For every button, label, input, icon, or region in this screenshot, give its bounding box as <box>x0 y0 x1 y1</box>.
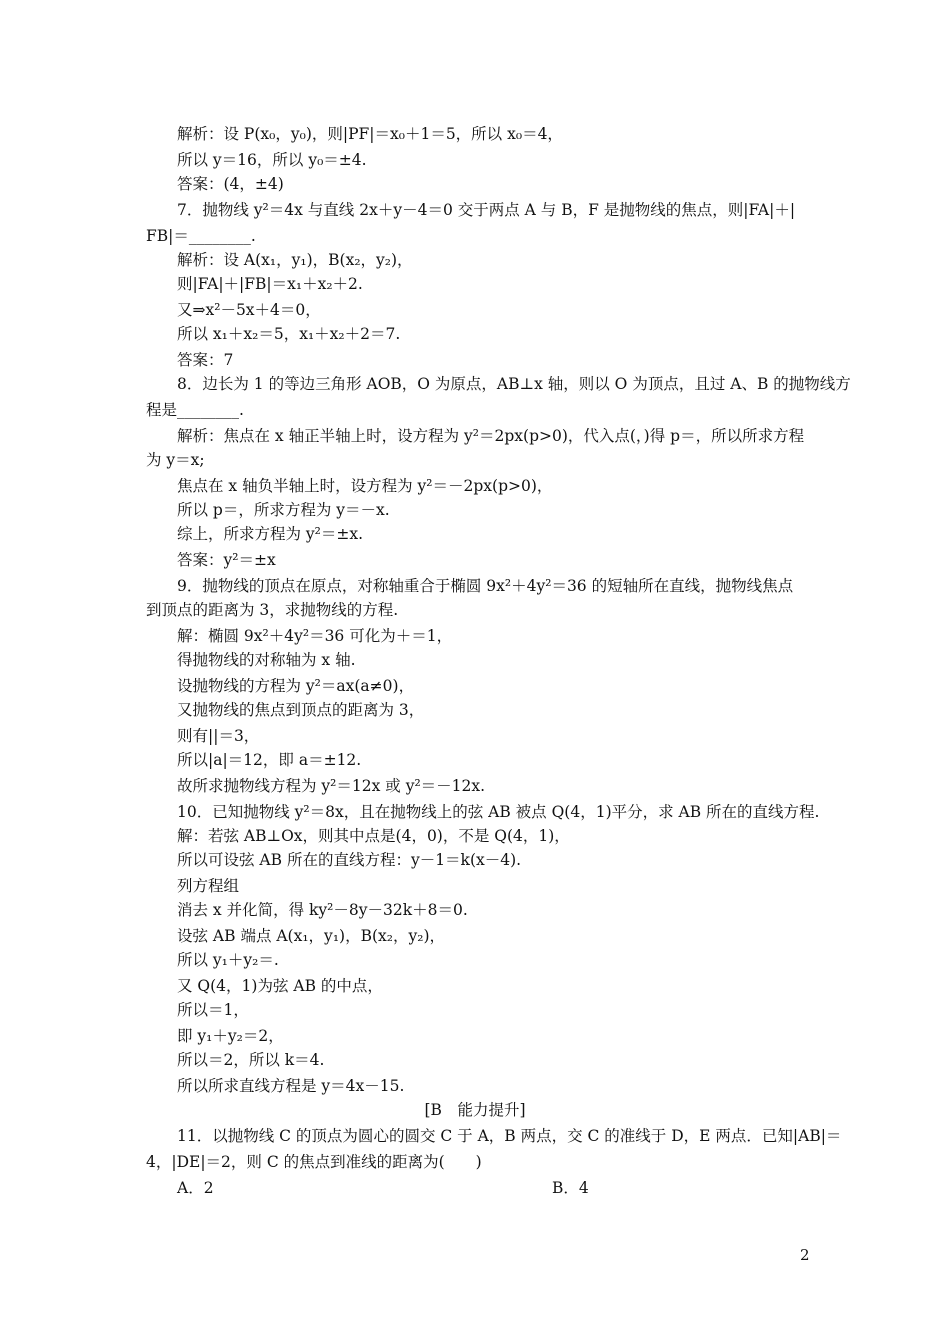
question-11-line-1: 11．以抛物线 C 的顶点为圆心的圆交 C 于 A，B 两点，交 C 的准线于 D，E 两点．已知|AB|＝ <box>177 1127 842 1145</box>
text-line: 又⇒x²－5x＋4＝0， <box>177 301 321 319</box>
text-line: 得抛物线的对称轴为 x 轴. <box>177 651 356 669</box>
text-line: 所以 x₁＋x₂＝5，x₁＋x₂＋2＝7. <box>177 325 401 343</box>
text-line: 故所求抛物线方程为 y²＝12x 或 y²＝－12x. <box>177 777 486 795</box>
text-line: 所以 p＝，所求方程为 y＝－x. <box>177 501 390 519</box>
text-line: 10．已知抛物线 y²＝8x，且在抛物线上的弦 AB 被点 Q(4，1)平分，求 AB 所在的直线方程. <box>177 803 820 821</box>
option-b: B．4 <box>552 1179 589 1197</box>
section-title: [B 能力提升] <box>424 1101 526 1119</box>
text-line: 7．抛物线 y²＝4x 与直线 2x＋y－4＝0 交于两点 A 与 B，F 是抛物线的焦点，则|FA|＋| <box>177 201 796 219</box>
text-line: 设弦 AB 端点 A(x₁，y₁)，B(x₂，y₂)， <box>177 927 445 945</box>
text-line: 又抛物线的焦点到顶点的距离为 3， <box>177 701 425 719</box>
text-line: 则|FA|＋|FB|＝x₁＋x₂＋2. <box>177 275 363 293</box>
text-line: 则有||＝3， <box>177 727 260 745</box>
text-line: 列方程组 <box>177 877 240 895</box>
question-11-line-2: 4，|DE|＝2，则 C 的焦点到准线的距离为( ) <box>146 1153 482 1171</box>
text-line: 所以＝1， <box>177 1001 249 1019</box>
text-line: 解：若弦 AB⊥Ox，则其中点是(4，0)，不是 Q(4，1)， <box>177 827 570 845</box>
option-a: A．2 <box>177 1179 214 1197</box>
text-line: 解析：焦点在 x 轴正半轴上时，设方程为 y²＝2px(p>0)，代入点(，)得 p＝，所以所求方程 <box>177 427 805 445</box>
text-line: 到顶点的距离为 3，求抛物线的方程. <box>146 601 399 619</box>
text-line: 焦点在 x 轴负半轴上时，设方程为 y²＝－2px(p>0)， <box>177 477 553 495</box>
text-line: 解析：设 P(x₀，y₀)，则|PF|＝x₀＋1＝5，所以 x₀＝4， <box>177 125 563 143</box>
text-line: 设抛物线的方程为 y²＝ax(a≠0)， <box>177 677 415 695</box>
text-line: 所以所求直线方程是 y＝4x－15. <box>177 1077 405 1095</box>
text-line: 所以可设弦 AB 所在的直线方程：y－1＝k(x－4). <box>177 851 522 869</box>
text-line: 答案：7 <box>177 351 234 369</box>
text-line: 综上，所求方程为 y²＝±x. <box>177 525 364 543</box>
text-line: 即 y₁＋y₂＝2， <box>177 1027 284 1045</box>
text-line: 8．边长为 1 的等边三角形 AOB，O 为原点，AB⊥x 轴，则以 O 为顶点，且过 A、B 的抛物线方 <box>177 375 851 393</box>
text-line: 所以 y₁＋y₂＝. <box>177 951 279 969</box>
text-line: 所以 y＝16，所以 y₀＝±4. <box>177 151 367 169</box>
text-line: 为 y＝x; <box>146 451 205 469</box>
text-line: 解析：设 A(x₁，y₁)，B(x₂，y₂)， <box>177 251 413 269</box>
text-line: 所以＝2，所以 k＝4. <box>177 1051 325 1069</box>
text-line: 解：椭圆 9x²＋4y²＝36 可化为＋＝1， <box>177 627 453 645</box>
text-line: 又 Q(4，1)为弦 AB 的中点， <box>177 977 383 995</box>
text-line: 消去 x 并化简，得 ky²－8y－32k＋8＝0. <box>177 901 468 919</box>
page-number: 2 <box>800 1246 810 1264</box>
text-line: 9．抛物线的顶点在原点，对称轴重合于椭圆 9x²＋4y²＝36 的短轴所在直线，抛物线焦点 <box>177 577 794 595</box>
text-line: FB|＝________. <box>146 227 256 245</box>
text-line: 所以|a|＝12，即 a＝±12. <box>177 751 362 769</box>
text-line: 答案：(4，±4) <box>177 175 284 193</box>
text-line: 答案：y²＝±x <box>177 551 276 569</box>
text-line: 程是________. <box>146 401 244 419</box>
